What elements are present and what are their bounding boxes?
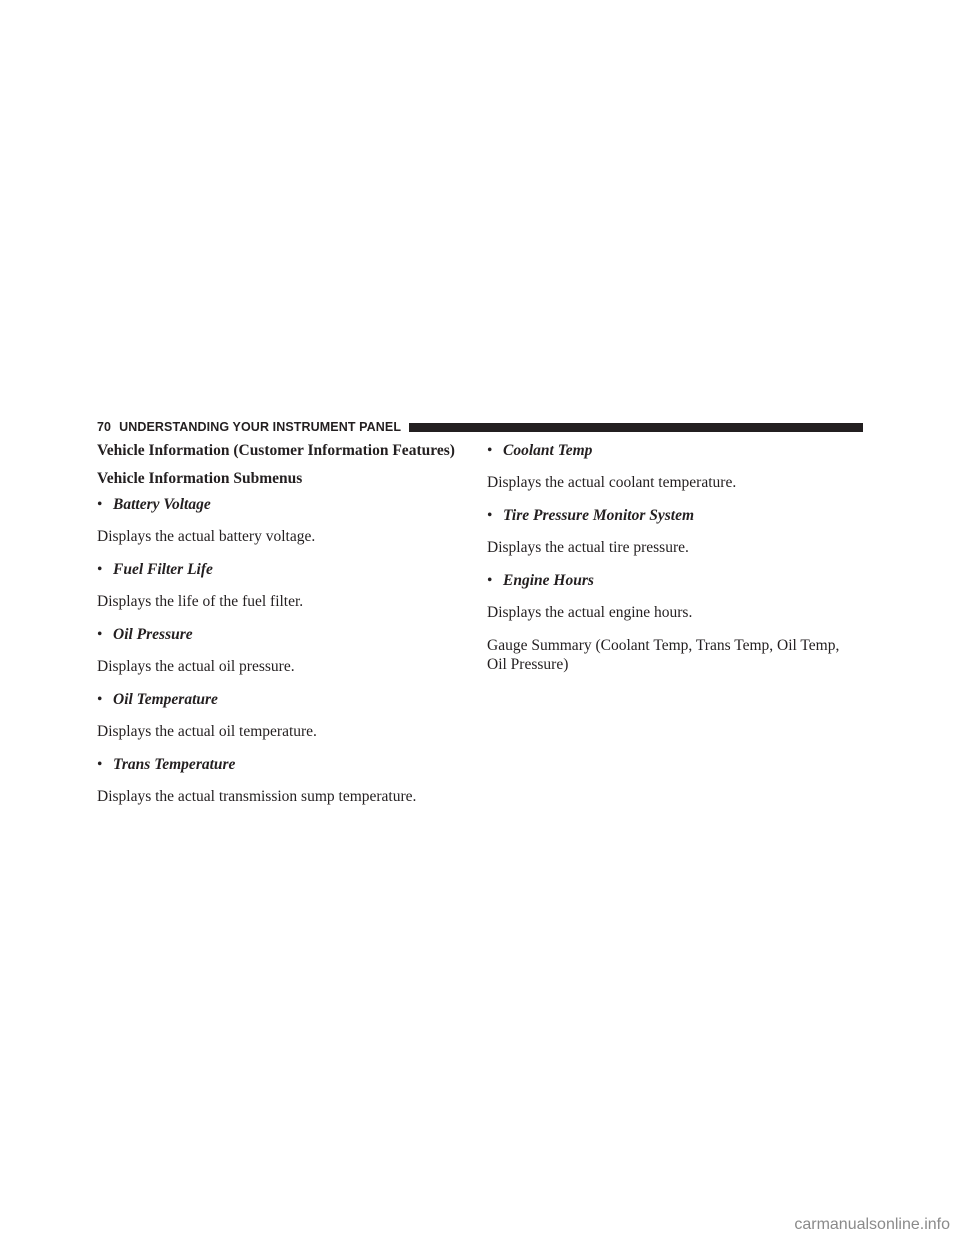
- item-description: Displays the actual oil pressure.: [97, 658, 295, 675]
- item-description: Displays the actual coolant temperature.: [487, 474, 737, 491]
- item-description: Displays the actual transmission sump temperature.: [97, 788, 417, 805]
- watermark-text: carmanualsonline.info: [794, 1216, 950, 1233]
- bullet-title: Coolant Temp: [503, 442, 593, 459]
- bullet-title: Oil Pressure: [113, 626, 193, 643]
- bullet-item: [97, 755, 469, 774]
- bullet-item: [487, 571, 859, 590]
- item-description: Displays the actual engine hours.: [487, 604, 693, 621]
- bullet-icon: •: [97, 561, 103, 578]
- bullet-title: Battery Voltage: [113, 496, 211, 513]
- right-column: [487, 441, 859, 688]
- gauge-summary: Gauge Summary (Coolant Temp, Trans Temp, Oil Temp, Oil Pressure): [487, 637, 840, 673]
- item-description: Displays the actual tire pressure.: [487, 539, 689, 556]
- bullet-icon: •: [97, 756, 103, 773]
- bullet-title: Engine Hours: [503, 572, 594, 589]
- bullet-icon: •: [97, 496, 103, 513]
- bullet-item: [97, 560, 469, 579]
- bullet-title: Oil Temperature: [113, 691, 218, 708]
- section-heading: Vehicle Information (Customer Information Features): [97, 442, 455, 459]
- left-column: [97, 441, 469, 820]
- bullet-icon: •: [487, 507, 493, 524]
- bullet-title: Tire Pressure Monitor System: [503, 507, 695, 524]
- bullet-item: [97, 495, 469, 514]
- bullet-item: [97, 690, 469, 709]
- bullet-icon: •: [97, 691, 103, 708]
- item-description: Displays the actual battery voltage.: [97, 528, 316, 545]
- bullet-item: [487, 441, 859, 460]
- header-rule: [409, 423, 863, 432]
- item-description: Displays the life of the fuel filter.: [97, 593, 304, 610]
- bullet-title: Fuel Filter Life: [113, 561, 213, 578]
- section-title: UNDERSTANDING YOUR INSTRUMENT PANEL: [119, 420, 402, 434]
- submenu-heading: Vehicle Information Submenus: [97, 470, 303, 487]
- page-number: 70: [97, 420, 112, 434]
- bullet-item: [487, 506, 859, 525]
- bullet-icon: •: [487, 442, 493, 459]
- page-header: [97, 418, 863, 436]
- bullet-icon: •: [97, 626, 103, 643]
- bullet-title: Trans Temperature: [113, 756, 236, 773]
- item-description: Displays the actual oil temperature.: [97, 723, 317, 740]
- bullet-item: [97, 625, 469, 644]
- bullet-icon: •: [487, 572, 493, 589]
